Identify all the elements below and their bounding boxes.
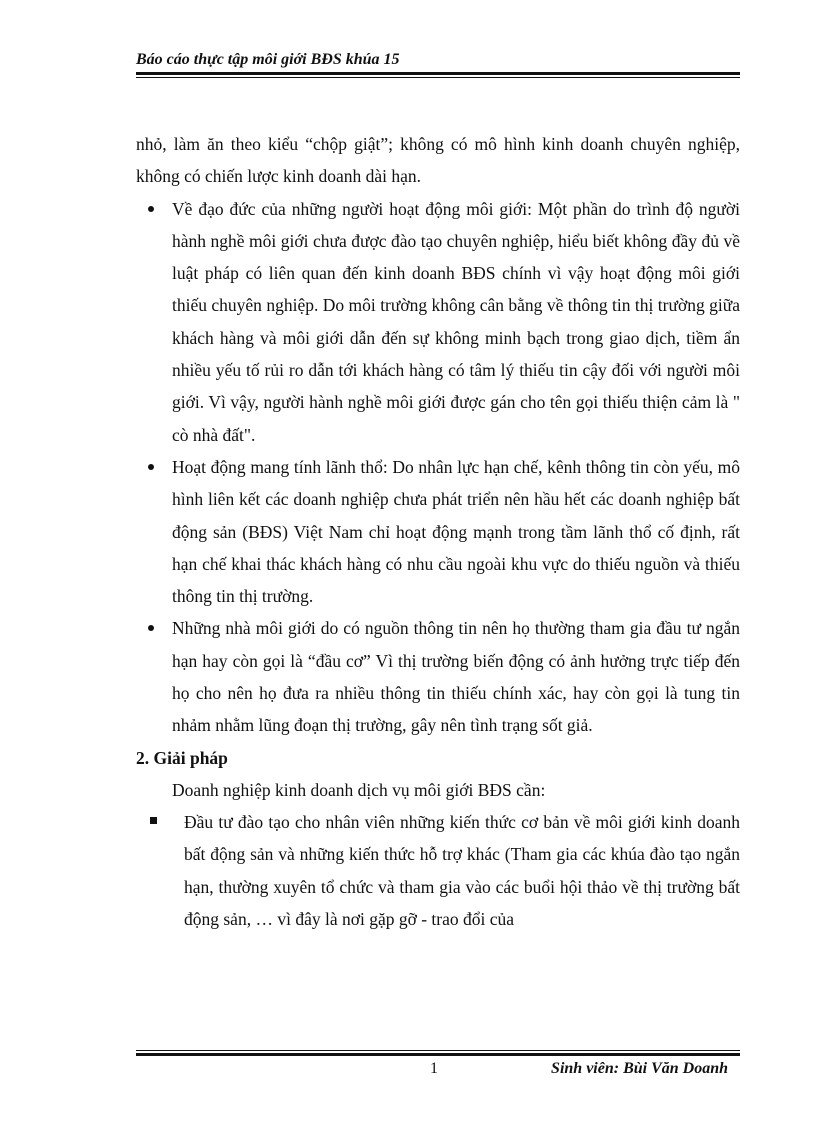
- bullet-dot-icon: [148, 464, 154, 470]
- section-heading: 2. Giải pháp: [136, 747, 228, 768]
- list-item-text: Đầu tư đào tạo cho nhân viên những kiến thức cơ bản về môi giới kinh doanh bất động sản và những kiến thức hỗ trợ khác (Tham gia các khúa đào tạo ngắn hạn, thường xuyên tổ chức và tham gia vào các buổi hội thảo về thị trường bất động sản, … vì đây là nơi gặp gỡ - trao đổi của: [184, 811, 740, 930]
- list-item: [136, 612, 740, 741]
- section-lead: Doanh nghiệp kinh doanh dịch vụ môi giới BĐS cần:: [172, 779, 546, 800]
- header-rule-thick: [136, 72, 740, 75]
- list-item-text: Hoạt động mang tính lãnh thổ: Do nhân lực hạn chế, kênh thông tin còn yếu, mô hình liên kết các doanh nghiệp chưa phát triển nên hầu hết các doanh nghiệp bất động sản (BĐS) Việt Nam chỉ hoạt động mạnh trong tầm lãnh thổ cố định, rất hạn chế khai thác khách hàng có nhu cầu ngoài khu vực do thiếu nguồn và thiếu thông tin thị trường.: [172, 456, 740, 607]
- student-name: Sinh viên: Bùi Văn Doanh: [551, 1060, 728, 1077]
- list-item-text: Về đạo đức của những người hoạt động môi giới: Một phần do trình độ người hành nghề môi giới chưa được đào tạo chuyên nghiệp, hiểu biết không đầy đủ về luật pháp có liên quan đến kinh doanh BĐS chính vì vậy hoạt động môi giới thiếu chuyên nghiệp. Do môi trường không cân bằng về thông tin thị trường giữa khách hàng và môi giới dẫn đến sự không minh bạch trong giao dịch, tiềm ẩn nhiều yếu tố rủi ro dẫn tới khách hàng có tâm lý thiếu tin cậy đối với người môi giới. Vì vậy, người hành nghề môi giới được gán cho tên gọi thiếu thiện cảm là " cò nhà đất".: [172, 198, 740, 445]
- list-item: [136, 451, 740, 612]
- list-item: [136, 193, 740, 451]
- issues-list: [136, 193, 740, 742]
- list-item-text: Những nhà môi giới do có nguồn thông tin nên họ thường tham gia đầu tư ngắn hạn hay còn gọi là “đầu cơ” Vì thị trường biến động có ảnh hưởng trực tiếp đến họ cho nên họ đưa ra nhiều thông tin thiếu chính xác, hay còn gọi là tung tin nhảm nhằm lũng đoạn thị trường, gây nên tình trạng sốt giả.: [172, 618, 740, 736]
- solutions-list: [136, 806, 740, 936]
- page-body: [136, 128, 740, 936]
- list-item: [136, 806, 740, 936]
- page-footer: [136, 1050, 740, 1084]
- footer-rule-thin: [136, 1050, 740, 1051]
- footer-rule-thick: [136, 1053, 740, 1056]
- bullet-square-icon: [150, 817, 157, 824]
- page-number: 1: [430, 1060, 438, 1077]
- header-rule-thin: [136, 77, 740, 78]
- bullet-dot-icon: [148, 625, 154, 631]
- intro-paragraph: nhỏ, làm ăn theo kiểu “chộp giật”; không có mô hình kinh doanh chuyên nghiệp, không có chiến lược kinh doanh dài hạn.: [136, 134, 740, 187]
- page-header: [136, 50, 740, 78]
- bullet-dot-icon: [148, 206, 154, 212]
- report-title: Báo cáo thực tập môi giới BĐS khúa 15: [136, 51, 400, 68]
